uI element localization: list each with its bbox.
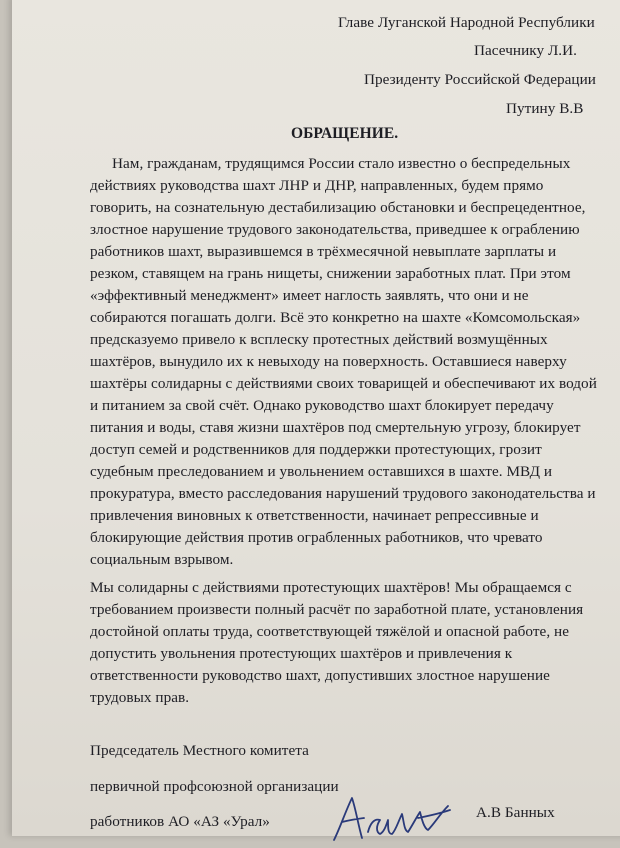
- paragraph-1-line: шахтёры солидарны с действиями своих товарищей и обеспечивают их водой: [90, 375, 597, 392]
- paragraph-1-line: судебным преследованием и увольнением оставшихся в шахте. МВД и: [90, 463, 553, 480]
- paragraph-2-line: трудовых прав.: [90, 689, 190, 706]
- paragraph-1-line: блокирующие действия против ограбленных работников, что чревато: [90, 529, 543, 546]
- document-page: [12, 0, 620, 836]
- paragraph-1-line: привлечения виновных к ответственности, начинает репрессивные и: [90, 507, 539, 524]
- paragraph-1-line: резком, ставящем на грань нищеты, снижении заработных плат. При этом: [90, 265, 571, 282]
- addressee-line-3: Президенту Российской Федерации: [364, 71, 596, 88]
- paragraph-1-line: социальным взрывом.: [90, 551, 234, 568]
- paragraph-2-line: ответственности руководство шахт, допустивших злостное нарушение: [90, 667, 550, 684]
- handwritten-signature: [322, 788, 462, 848]
- paragraph-1-line: работников шахт, выразившемся в трёхмесячной невыплате зарплаты и: [90, 243, 557, 260]
- paragraph-1-line: действиях руководства шахт ЛНР и ДНР, направленных, будем прямо: [90, 177, 544, 194]
- paragraph-1-line: питания и воды, ставя жизни шахтёров под смертельную угрозу, блокирует: [90, 419, 581, 436]
- paragraph-1-line: доступ семей и родственников для поддержки протестующих, грозит: [90, 441, 542, 458]
- addressee-line-2: Пасечнику Л.И.: [474, 42, 578, 59]
- paragraph-1-line: злостное нарушение трудового законодательства, приведшее к ограблению: [90, 221, 580, 238]
- paragraph-1-line: прокуратура, вместо расследования нарушений трудового законодательства и: [90, 485, 596, 502]
- paragraph-1-line: предсказуемо привело к всплеску протестных действий возмущённых: [90, 331, 548, 348]
- signer-position-line-3: работников АО «АЗ «Урал»: [90, 813, 270, 830]
- signer-position-line-2: первичной профсоюзной организации: [90, 778, 339, 795]
- addressee-line-1: Главе Луганской Народной Республики: [338, 14, 595, 31]
- paragraph-2-line: достойной оплаты труда, соответствующей тяжёлой и опасной работе, не: [90, 623, 570, 640]
- paragraph-2-line: допустить увольнения протестующих шахтёров и привлечения к: [90, 645, 513, 662]
- paragraph-1-line: Нам, гражданам, трудящимся России стало известно о беспредельных: [112, 155, 571, 172]
- paragraph-1-line: «эффективный менеджмент» имеет наглость заявлять, что они и не: [90, 287, 529, 304]
- signer-name: А.В Банных: [476, 804, 555, 821]
- paragraph-1-line: говорить, на сознательную дестабилизацию обстановки и беспрецедентное,: [90, 199, 586, 216]
- paragraph-2-line: требованием произвести полный расчёт по заработной плате, установления: [90, 601, 584, 618]
- addressee-line-4: Путину В.В: [506, 100, 584, 117]
- paragraph-1-line: собираются погашать долги. Всё это конкретно на шахте «Комсомольская»: [90, 309, 581, 326]
- paragraph-1-line: и питанием за свой счёт. Однако руководство шахт блокирует передачу: [90, 397, 554, 414]
- signer-position-line-1: Председатель Местного комитета: [90, 742, 309, 759]
- paragraph-2-line: Мы солидарны с действиями протестующих шахтёров! Мы обращаемся с: [90, 579, 572, 596]
- document-title: ОБРАЩЕНИЕ.: [291, 125, 399, 142]
- paragraph-1-line: шахтёров, вынудило их к невыходу на поверхность. Оставшиеся наверху: [90, 353, 567, 370]
